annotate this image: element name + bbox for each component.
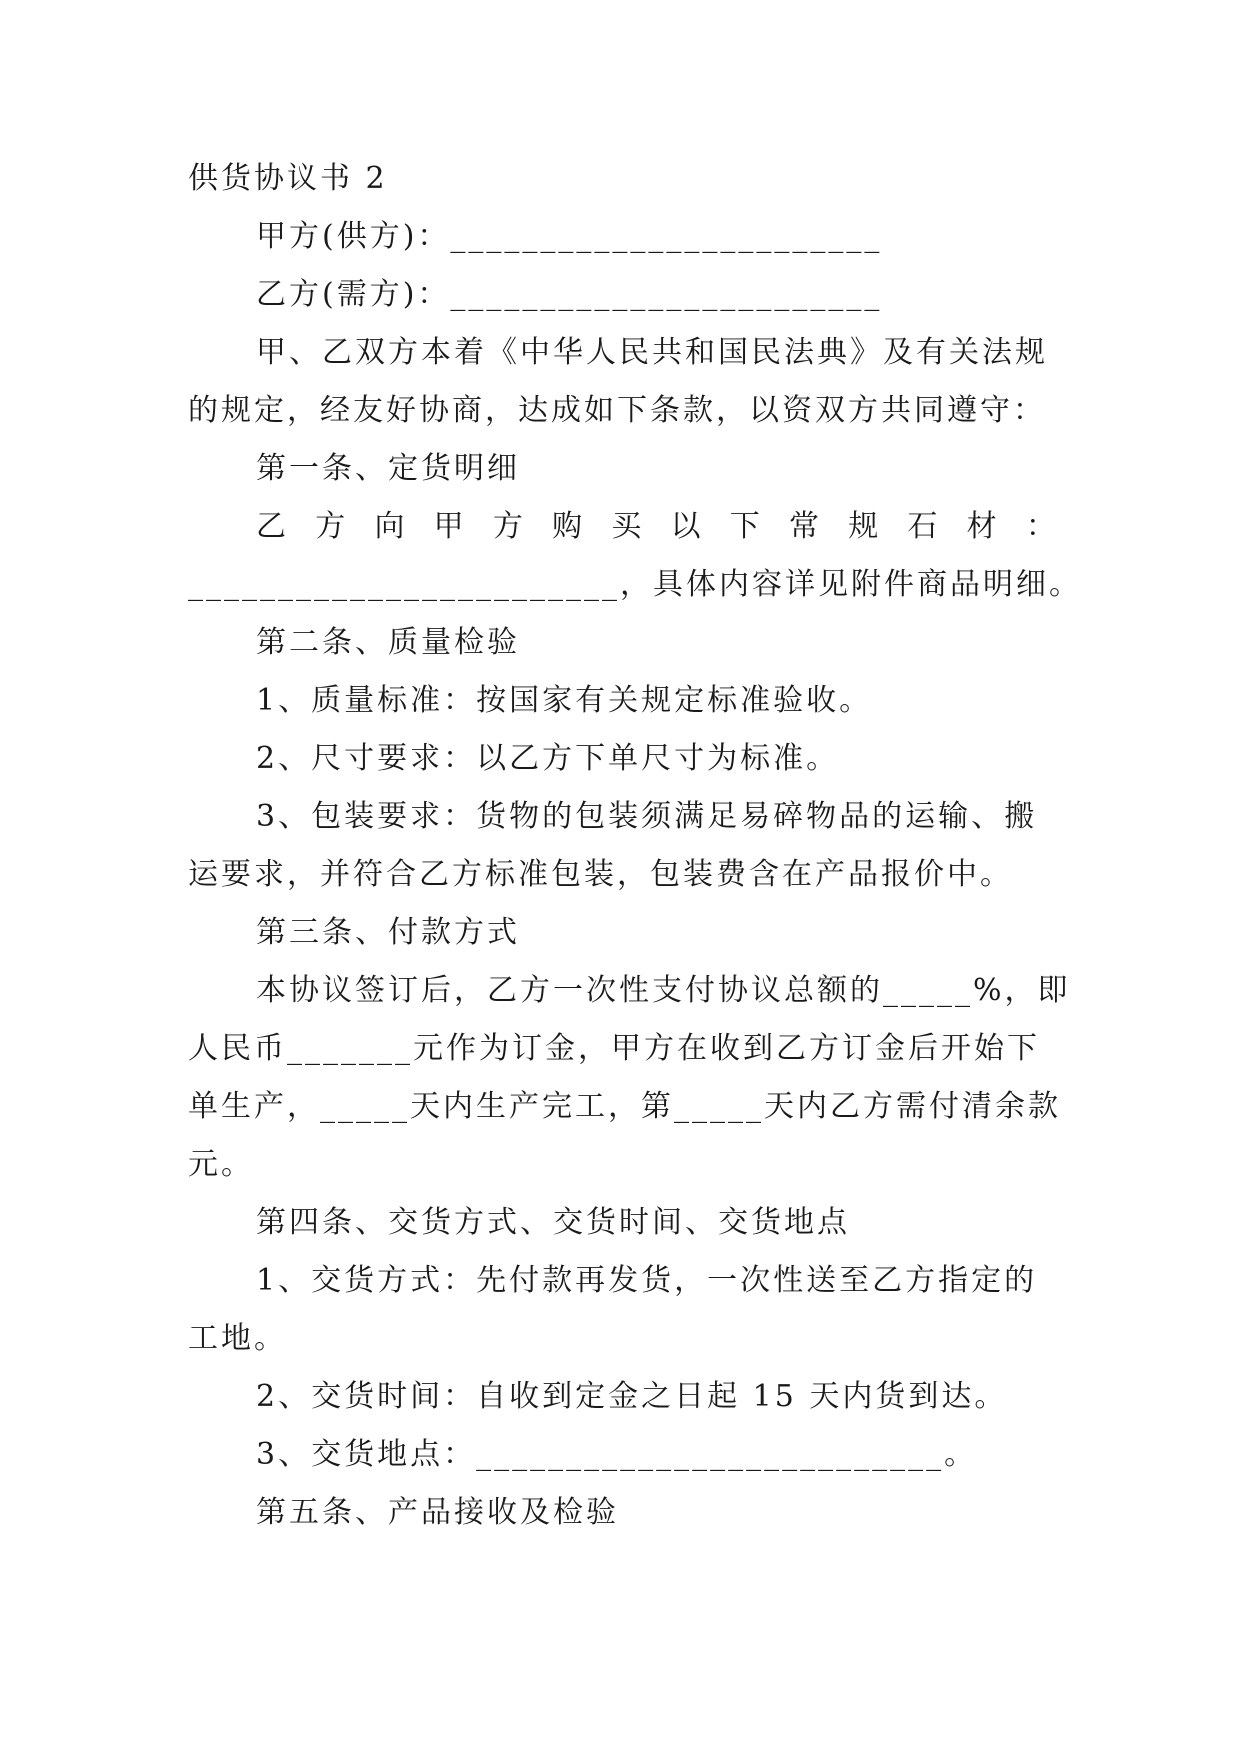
article-4-title: 第四条、交货方式、交货时间、交货地点 [256, 1205, 850, 1240]
article-1-char: 以 [670, 509, 701, 544]
article-1-char: 下 [729, 509, 760, 544]
article-4-item-3: 3、交货地点：__________________________。 [256, 1437, 978, 1472]
article-1-char: 常 [788, 509, 819, 544]
intro-line-2: 的规定，经友好协商，达成如下条款，以资双方共同遵守： [188, 393, 1046, 428]
article-4-item-2: 2、交货时间：自收到定金之日起 15 天内货到达。 [256, 1379, 1008, 1414]
article-1-char: 购 [552, 509, 583, 544]
article-4-item-1b: 工地。 [188, 1321, 287, 1356]
article-1-line-1 [188, 498, 1056, 556]
article-2-item-2: 2、尺寸要求：以乙方下单尺寸为标准。 [256, 741, 840, 776]
party-a-line: 甲方(供方)：________________________ [256, 219, 883, 254]
article-3-line-3: 单生产，_____天内生产完工，第_____天内乙方需付清余款 [188, 1089, 1061, 1124]
article-2-item-3b: 运要求，并符合乙方标准包装，包装费含在产品报价中。 [188, 857, 1013, 892]
article-1-char: 买 [611, 509, 642, 544]
document-page [188, 150, 1082, 1542]
intro-line-1: 甲、乙双方本着《中华人民共和国民法典》及有关法规 [256, 335, 1048, 370]
article-3-line-1: 本协议签订后，乙方一次性支付协议总额的_____%，即 [256, 973, 1071, 1008]
party-b-line: 乙方(需方)：________________________ [256, 277, 883, 312]
article-1-char: 方 [315, 509, 346, 544]
article-4-item-1a: 1、交货方式：先付款再发货，一次性送至乙方指定的 [256, 1263, 1038, 1298]
article-1-char: 向 [374, 509, 405, 544]
article-1-char: ： [1025, 509, 1056, 544]
article-3-line-4: 元。 [188, 1147, 254, 1182]
article-1-char: 材 [966, 509, 997, 544]
article-2-item-3a: 3、包装要求：货物的包装须满足易碎物品的运输、搬 [256, 799, 1038, 834]
article-1-char: 规 [848, 509, 879, 544]
article-1-char: 方 [492, 509, 523, 544]
article-5-title: 第五条、产品接收及检验 [256, 1495, 619, 1530]
article-1-char: 石 [907, 509, 938, 544]
article-1-line-2: ________________________，具体内容详见附件商品明细。 [188, 567, 1082, 602]
article-2-item-1: 1、质量标准：按国家有关规定标准验收。 [256, 683, 873, 718]
article-3-line-2: 人民币_______元作为订金，甲方在收到乙方订金后开始下 [188, 1031, 1040, 1066]
article-1-char: 甲 [433, 509, 464, 544]
article-2-title: 第二条、质量检验 [256, 625, 520, 660]
article-1-title: 第一条、定货明细 [256, 451, 520, 486]
article-3-title: 第三条、付款方式 [256, 915, 520, 950]
article-1-char: 乙 [256, 509, 286, 544]
document-title: 供货协议书 2 [188, 161, 388, 196]
